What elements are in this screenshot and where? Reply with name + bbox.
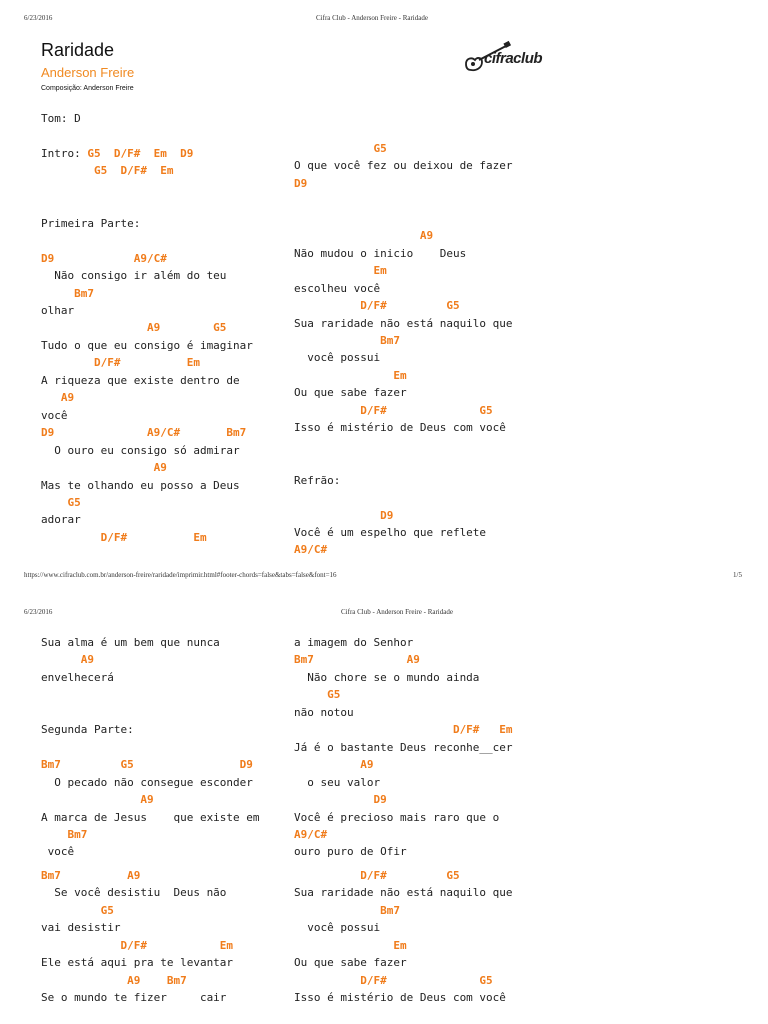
lyric-line: você possui — [294, 351, 381, 365]
chord-line: A9/C# — [294, 827, 328, 841]
lyric-line: a imagem do Senhor — [294, 636, 414, 649]
lyric-line: Isso é mistério de Deus com você — [294, 991, 506, 1005]
chord-line: Bm7 — [41, 286, 94, 300]
chord-line: D/F# Em — [294, 723, 513, 737]
song-title: Raridade — [41, 40, 115, 60]
key-line: Tom: D — [41, 112, 81, 125]
chord-line: A9 — [294, 229, 434, 243]
chord-line: A9 — [41, 391, 75, 405]
lyric-line: não notou — [294, 705, 354, 719]
footer-page-number: 1/5 — [733, 571, 742, 579]
chord-line: D/F# Em — [41, 530, 207, 544]
chord-line: D/F# Em — [41, 356, 200, 370]
lyric-line: Sua raridade não está naquilo que — [294, 316, 513, 330]
lyric-line: Já é o bastante Deus reconhe__cer — [294, 740, 513, 754]
header-date-page2: 6/23/2016 — [24, 608, 53, 616]
blank-line — [294, 489, 513, 506]
blank-line — [41, 739, 260, 756]
lyric-line: olhar — [41, 303, 75, 317]
lyric-text: Intro: — [41, 146, 88, 160]
lyric-line: Isso é mistério de Deus com você — [294, 421, 506, 435]
chord-line: D9 — [294, 508, 394, 522]
lyric-line: vai desistir — [41, 921, 121, 935]
lyric-line: Refrão: — [294, 473, 341, 487]
lyric-line: escolheu você — [294, 281, 381, 295]
blank-line — [294, 210, 513, 227]
composer-credit: Composição: Anderson Freire — [41, 85, 134, 92]
lyric-line: Sua raridade não está naquilo que — [294, 886, 513, 900]
chord-line: D9 — [294, 793, 387, 807]
chord-line: Bm7 — [41, 827, 88, 841]
chord-line: Bm7 A9 — [294, 653, 420, 667]
blank-line — [41, 197, 253, 214]
lyric-line: você — [41, 408, 68, 422]
header-title-page2: Cifra Club - Anderson Freire - Raridade — [341, 608, 453, 616]
lyric-line: Ou que sabe fazer — [294, 956, 407, 970]
chord-line: G5 — [294, 142, 387, 155]
logo-text: cifraclub — [484, 50, 543, 67]
lyric-line: Segunda Parte: — [41, 723, 134, 737]
lyric-line: ouro puro de Ofir — [294, 845, 407, 859]
chord-line: D/F# G5 — [294, 868, 460, 882]
header-title: Cifra Club - Anderson Freire - Raridade — [316, 14, 428, 22]
chord-sheet-right-column-page2 — [294, 634, 513, 1007]
chord-line: Em — [294, 368, 407, 382]
lyric-line: Tudo o que eu consigo é imaginar — [41, 338, 253, 352]
chord-line: A9 — [294, 758, 374, 772]
blank-line — [41, 232, 253, 249]
chord-line: A9 — [41, 793, 154, 807]
chord-text: G5 D/F# Em D9 — [87, 146, 194, 160]
chord-line: A9/C# — [294, 543, 328, 557]
chord-line: D9 A9/C# Bm7 — [41, 426, 247, 440]
chord-line: Em — [294, 264, 387, 278]
lyric-line: você possui — [294, 921, 381, 935]
chord-line: A9 — [41, 653, 94, 667]
chord-line: Bm7 A9 — [41, 868, 141, 882]
blank-line — [294, 192, 513, 209]
chord-line: G5 — [294, 688, 341, 702]
lyric-line: Ou que sabe fazer — [294, 386, 407, 400]
chord-line: Em — [294, 938, 407, 952]
footer-url: https://www.cifraclub.com.br/anderson-freire/raridade/imprimir.html#footer-chords=false&tabs=false&font=16 — [24, 571, 337, 579]
lyric-line: A riqueza que existe dentro de — [41, 373, 240, 387]
blank-line — [294, 437, 513, 454]
blank-line — [41, 127, 253, 144]
blank-line — [41, 686, 260, 703]
chord-line: G5 — [41, 903, 114, 917]
lyric-line: O ouro eu consigo só admirar — [41, 443, 240, 457]
lyric-line: Mas te olhando eu posso a Deus — [41, 478, 240, 492]
chord-sheet-right-column — [294, 140, 513, 559]
chord-line: D9 — [294, 176, 308, 190]
chord-line: A9 Bm7 — [41, 973, 187, 987]
lyric-line: A marca de Jesus que existe em — [41, 810, 260, 824]
chord-sheet-left-column-page2 — [41, 634, 260, 1007]
chord-line: A9 — [41, 461, 167, 475]
chord-line: Bm7 — [294, 333, 400, 347]
lyric-line: Não mudou o inicio Deus — [294, 246, 467, 260]
chord-line: G5 — [41, 495, 81, 509]
lyric-line: Se você desistiu Deus não — [41, 886, 227, 900]
cifraclub-logo — [462, 40, 542, 76]
lyric-line: Não consigo ir além do teu — [41, 269, 227, 283]
chord-line: D/F# Em — [41, 938, 234, 952]
lyric-line: Se o mundo te fizer cair — [41, 991, 227, 1005]
header-date: 6/23/2016 — [24, 14, 53, 22]
blank-line — [41, 180, 253, 197]
lyric-line: Não chore se o mundo ainda — [294, 670, 480, 684]
lyric-line: Você é precioso mais raro que o — [294, 810, 500, 824]
chord-sheet-left-column — [41, 110, 253, 546]
lyric-line: adorar — [41, 513, 81, 527]
blank-line — [294, 454, 513, 471]
blank-line — [41, 704, 260, 721]
lyric-line: Sua alma é um bem que nunca — [41, 636, 220, 649]
lyric-line: O pecado não consegue esconder — [41, 775, 253, 789]
chord-line: Bm7 — [294, 903, 400, 917]
intro-line — [41, 145, 253, 162]
chord-line: Bm7 G5 D9 — [41, 758, 253, 772]
chord-line: D/F# G5 — [294, 299, 460, 313]
lyric-line: Você é um espelho que reflete — [294, 525, 487, 539]
chord-line: D/F# G5 — [294, 403, 493, 417]
chord-line: D/F# G5 — [294, 973, 493, 987]
artist-link[interactable]: Anderson Freire — [41, 65, 135, 80]
lyric-line: envelhecerá — [41, 670, 114, 684]
lyric-line: Primeira Parte: — [41, 216, 141, 230]
lyric-line: Ele está aqui pra te levantar — [41, 956, 234, 970]
lyric-line: O que você fez ou deixou de fazer — [294, 159, 513, 173]
lyric-line: o seu valor — [294, 775, 381, 789]
chord-line: A9 G5 — [41, 321, 227, 335]
chord-line: D9 A9/C# — [41, 251, 167, 265]
lyric-line: você — [41, 845, 75, 859]
chord-line: G5 D/F# Em — [41, 164, 174, 178]
